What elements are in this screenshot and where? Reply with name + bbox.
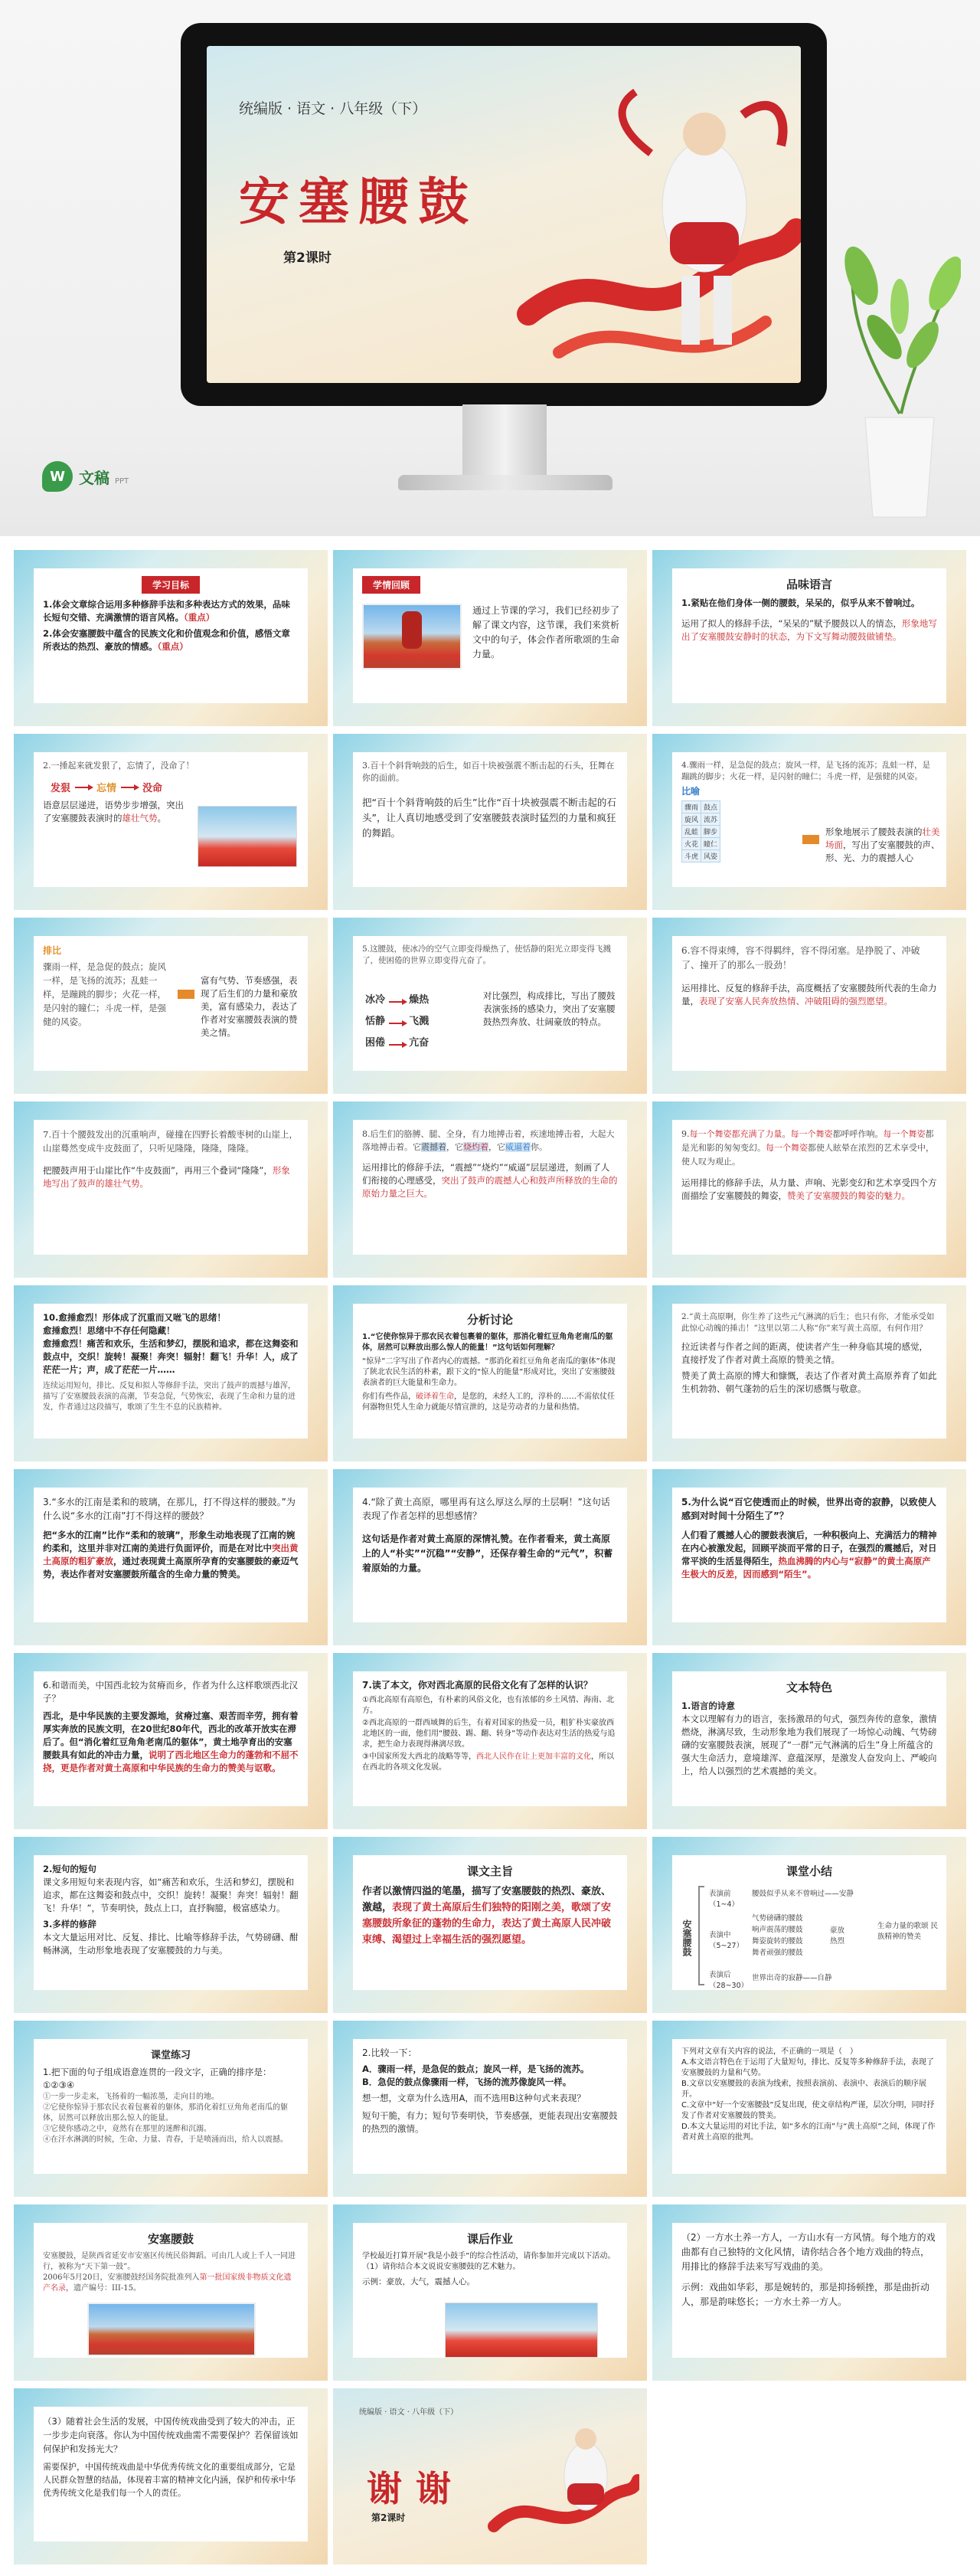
slide-language: 品味语言 1.紧贴在他们身体一侧的腰鼓，呆呆的，似乎从来不曾响过。 运用了拟人的修辞手法，“呆呆的”赋予腰鼓以人的情态，形象地写出了安塞腰鼓安静时的状态，为下文写舞动腰鼓做铺垫。: [652, 550, 966, 726]
slide-q2: 2.一捶起来就发狠了，忘情了，没命了！ 发狠 忘情 没命 语意层层递进，语势步步增强，突出了安塞腰鼓表演时的雄壮气势。: [14, 734, 328, 910]
slide-q5: 5.这腰鼓，使冰冷的空气立即变得燥热了，使恬静的阳光立即变得飞溅了，使困倦的世界立即变得亢奋了。 冰冷 燥热 恬静 飞溅 困倦 亢奋 对比强烈，构成排比，写出了腰鼓表演张扬的感染力，突出了安塞腰鼓热烈奔放、壮阔豪放的特点。: [333, 918, 647, 1094]
drummer-illustration-icon: [513, 61, 801, 383]
slide-compare: 2.比较一下： A．骤雨一样，是急促的鼓点；旋风一样，是飞扬的流苏。 B．急促的鼓点像骤雨一样，飞扬的流苏像旋风一样。 想一想，文章为什么选用A，而不选用B这种句式来表现？ 短句干脆，有力；短句节奏明快，节奏感强，更能表现出安塞腰鼓的热烈的激情。: [333, 2021, 647, 2197]
slide-learning-goals: 学习目标 1.体会文章综合运用多种修辞手法和多种表达方式的效果，品味长短句交错、充满激情的语言风格。（重点） 2.体会安塞腰鼓中蕴含的民族文化和价值观念和价值，感悟文章所表达的热烈、豪放的情感。（重点）: [14, 550, 328, 726]
metaphor-table: 骤雨 鼓点 旋风 流苏 乱蛙 脚步 火花 瞳仁 斗虎 风姿: [681, 800, 720, 862]
monitor-stand: [462, 404, 547, 477]
logo-mark-icon: W: [42, 461, 73, 492]
thanks-subtitle: 统编版 · 语文 · 八年级（下）: [359, 2408, 459, 2417]
slide-tag: 学情回顾: [362, 576, 420, 594]
slide-q13: 4.“除了黄土高原，哪里再有这么厚这么厚的土层啊！”这句话表现了作者怎样的思想感情？ 这句话是作者对黄土高原的深情礼赞。在作者看来，黄土高原上的人“朴实”“沉稳”“安静”，还保存着生命的“元气”，积蓄着原始的力量。: [333, 1469, 647, 1645]
slide-thanks: [333, 2388, 647, 2565]
slide-summary: 课堂小结 安塞腰鼓 表演前（1~4） 腰鼓似乎从来不曾响过——安静 表演中（5~27） 气势磅礴的腰鼓 响声震荡的腰鼓 舞姿旋转的腰鼓 舞者顽强的腰鼓 豪放 热烈 表演后（28~30） 世界出奇的寂静——自静 生命力量的歌颂 民族精神的赞美: [652, 1837, 966, 2013]
slide-theme: 课文主旨 作者以激情四溢的笔墨，描写了安塞腰鼓的热烈、豪放、激越，表现了黄土高原后生们独特的阳刚之美，歌颂了安塞腰鼓所象征的蓬勃的生命力，表达了黄土高原人民冲破束缚、渴望过上幸福生活的强烈愿望。: [333, 1837, 647, 2013]
drummer-illustration-icon: [486, 2404, 639, 2557]
slide-q9: 9.每一个舞姿都充满了力量。每一个舞姿都呼呼作响。每一个舞姿都是光和影的匆匆变幻。每一个舞姿都使人眩晕在浓烈的艺术享受中，使人叹为观止。 运用排比的修辞手法，从力量、声响、光影变幻和艺术享受四个方面描绘了安塞腰鼓的舞姿，赞美了安塞腰鼓的舞姿的魅力。: [652, 1101, 966, 1278]
slide-homework: 课后作业 学校最近打算开展“我是小鼓手”的综合性活动，请你参加并完成以下活动。 （1）请你结合本文说说安塞腰鼓的艺术魅力。 示例：豪放，大气，震撼人心。: [333, 2204, 647, 2381]
slide-homework-2: （2）一方水土养一方人，一方山水有一方风情。每个地方的戏曲都有自己独特的文化风情，请你结合各个地方戏曲的特点，用排比的修辞手法来写写戏曲的美。 示例：戏曲如华彩，那是婉转的，那是抑扬顿挫，那是曲折动人，那是韵味悠长；一方水土养一方人。: [652, 2204, 966, 2381]
cover-slide: [207, 46, 801, 383]
slide-features: 文本特色 1.语言的诗意 本文以理解有力的语言，张扬激昂的句式，强烈奔传的意象，激情燃烧，淋漓尽致，生动形象地为我们展现了一场惊心动魄、气势磅礴的安塞腰鼓表演，展现了“一群”元气淋漓的后生”身上所蕴含的强大生命活力，意境雄浑、意蕴深厚，是激发人奋发向上、严峻向上，给人以强烈的艺术震撼的美文。: [652, 1653, 966, 1829]
slide-q10: 10.愈捶愈烈！形体成了沉重而又咝飞的思绪！ 愈捶愈烈！思绪中不存任何隐藏！ 愈捶愈烈！痛苦和欢乐，生活和梦幻，摆脱和追求，都在这舞姿和鼓点中，交织！旋转！凝聚！奔突！辐射！翻飞！升华！人，成了茫茫一片；声，成了茫茫一片…… 连续运用短句，排比、反复和拟人等修辞手法，突出了鼓声的震撼与雄浑，描写了安塞腰鼓表演的高潮，节奏急促，气势恢宏，表现了生命和力量的迸发，作者通过这段描写，歌颂了生生不息的民族精神。: [14, 1285, 328, 1461]
slide-parallelism: 排比 骤雨一样，是急促的鼓点；旋风一样，是飞扬的流苏；乱蛙一样，是蹦跳的脚步；火花一样，是闪射的瞳仁；斗虎一样，是强健的风姿。 富有气势、节奏感强，表现了后生们的力量和豪放美，富有感染力，表达了作者对安塞腰鼓表演的赞美之情。: [14, 918, 328, 1094]
slide-q11: 2.“黄土高原啊，你生养了这些元气淋漓的后生；也只有你，才能承受如此惊心动魄的捶击！”这里以第二人称“你”来写黄土高原，有何作用？ 拉近读者与作者之间的距离，使读者产生一种身临其境的感觉， 直接抒发了作者对黄土高原的赞美之情。 赞美了黄土高原的博大和慷慨，表达了作者对黄土高原养育了如此生机勃勃、朝气蓬勃的后生的深切感慨与敬意。: [652, 1285, 966, 1461]
slide-q12: 3.“多水的江南是柔和的玻璃，在那儿，打不得这样的腰鼓。”为什么说“多水的江南”打不得这样的腰鼓？ 把“多水的江南”比作“柔和的玻璃”，形象生动地表现了江南的婉约柔和，这里并非对江南的美进行负面评价，而是在对比中突出黄土高原的粗犷豪放，通过表现黄土高原所孕育的安塞腰鼓的豪迈气势，表达作者对安塞腰鼓所蕴含的生命力量的赞美。: [14, 1469, 328, 1645]
slide-tag: 学习目标: [142, 576, 200, 594]
slide-homework-3: （3）随着社会生活的发展，中国传统戏曲受到了较大的冲击，正一步步走向衰落。你认为中国传统戏曲需不需要保护？若保留该如何保护和发扬光大？ 需要保护，中国传统戏曲是中华优秀传统文化的重要组成部分，它是人民群众智慧的结晶，体现着丰富的精神文化内涵，保护和传承中华优秀传统文化是我们每一个人的责任。: [14, 2388, 328, 2565]
slide-q4: 4.骤雨一样，是急促的鼓点；旋风一样，是飞扬的流苏；乱蛙一样，是蹦跳的脚步；火花一样，是闪射的瞳仁；斗虎一样，是强健的风姿。 比喻 骤雨 鼓点 旋风 流苏 乱蛙 脚步 火花 瞳仁 斗虎 风姿 形象地展示了腰鼓表演的壮美场面，写出了安塞腰鼓的声、形、光、力的震撼人心: [652, 734, 966, 910]
dancers-photo: [198, 806, 297, 867]
slide-q8: 8.后生们的胳膊、腿、全身，有力地搏击着，疾速地搏击着，大起大落地搏击着。它震撼着，它烧灼着，它威逼着你。 运用排比的修辞手法，“震撼”“烧灼”“威逼”层层递进，刻画了人们衔接的心理感受，突出了鼓声的震撼人心和鼓声所释放的生命的原始力量之巨大。: [333, 1101, 647, 1278]
slide-choice: 下列对文章有关内容的说法，不正确的一项是（ ） A.本文语言特色在于运用了大量短句，排比、反复等多种修辞手法，表现了安塞腰鼓的力量和气势。 B.文章以安塞腰鼓的表演为线索，按照表演前、表演中、表演后的顺序展开。 C.文章中“好一个安塞腰鼓”反复出现，使文章结构严谨，层次分明，同时抒发了作者对安塞腰鼓的赞美。 D.本文大量运用的对比手法，如“多水的江南”与“黄土高原”之间，体现了作者对黄土高原的批判。: [652, 2021, 966, 2197]
drum-team-photo: [445, 2303, 598, 2358]
logo-text: 文稿 PPT: [79, 468, 129, 487]
slide-exercise: 课堂练习 1.把下面的句子组成语意连贯的一段文字，正确的排序是： ①②③④ ①一步一步走来，飞扬着的一幅浓墨，走向目的地。 ②它使你惊异于那农民衣着包裹着的躯体，那消化着红豆角角老南瓜的躯体，居然可以释放出那么惊人的能量。 ③它使你感动之中，竟然有在那里的迷醉和沉溺。 ④在汗水淋漓的时候，生命、力量、青春，于是喷涌而出，给人以震撼。: [14, 2021, 328, 2197]
thanks-lesson: 第2课时: [371, 2512, 406, 2523]
monitor-base: [398, 475, 612, 490]
performance-photo: [87, 2303, 256, 2356]
drum-photo: [362, 604, 462, 669]
monitor: [181, 23, 827, 406]
cover-subtitle: 统编版 · 语文 · 八年级（下）: [239, 100, 427, 117]
slide-q3: 3.百十个斜背响鼓的后生，如百十块被强震不断击起的石头，狂舞在你的面前。 把“百十个斜背响鼓的后生”比作“百十块被强震不断击起的石头”，让人真切地感受到了安塞腰鼓表演时猛烈的力量和疯狂的舞蹈。: [333, 734, 647, 910]
slide-q15: 6.和谐而美，中国西北较为贫瘠而乡，作者为什么这样歌颂西北汉子？ 西北，是中华民族的主要发源地，贫瘠过塞、艰苦而辛劳，拥有着厚实奔放的民族文明，在20世纪80年代，西北的改革开放实在滞后了。但“消化着红豆角角老南瓜的躯体”，黄土地孕育出的安塞腰鼓具有如此的冲击力量，说明了西北地区生命力的蓬勃和不屈不挠，更是作者对黄土高原和中华民族的生命力的赞美与讴歌。: [14, 1653, 328, 1829]
cover-lesson: 第2课时: [283, 250, 332, 266]
potted-plant-icon: [838, 222, 961, 521]
arrow-icon: [802, 835, 819, 844]
cover-title: 安塞腰鼓: [239, 172, 478, 231]
slide-q7: 7.百十个腰鼓发出的沉重响声，碰撞在四野长着酸枣树的山崖上，山崖蓦然变成牛皮鼓面了，只听见隆隆，隆隆，隆隆。 把腰鼓声用于山崖比作“牛皮鼓面”，再用三个叠词“隆隆”，形象地写出了鼓声的雄壮气势。: [14, 1101, 328, 1278]
slide-review: 学情回顾 通过上节课的学习，我们已经初步了解了课文内容，这节课，我们来赏析文中的句子，体会作者所歌颂的生命力量。: [333, 550, 647, 726]
slide-q14: 5.为什么说“百它使透而止的时候，世界出奇的寂静，以致使人感到对时间十分陌生了”？ 人们看了震撼人心的腰鼓表演后，一种积极向上、充满活力的精神在内心被激发起，回顾平淡而平常的日子，在强烈的震撼后，对日常平淡的生活显得陌生，热血沸腾的内心与“寂静”的黄土高原产生极大的反差，因而感到“陌生”。: [652, 1469, 966, 1645]
arrow-icon: [178, 990, 194, 999]
slide-features-2: 2.短句的短句 课文多用短句来表现内容，如“痛苦和欢乐，生活和梦幻，摆脱和追求，都在这舞姿和鼓点中，交织！旋转！凝聚！奔突！辐射！翻飞！升华！”，节奏明快，鼓点上口，直抒胸臆，极富感染力。 3.多样的修辞 本文大量运用对比、反复、排比、比喻等修辞手法，气势磅礴、酣畅淋漓，生动形象地表现了安塞腰鼓的力与美。: [14, 1837, 328, 2013]
hero-area: [0, 0, 980, 536]
slide-discussion: 分析讨论 1.“它使你惊异于那农民衣着包裹着的躯体，那消化着红豆角角老南瓜的躯体，居然可以释放出那么惊人的能量！”这句话如何理解？ “惊异”二字写出了作者内心的震撼。“那消化着红豆角角老南瓜的躯体”体现了陕北农民生活的朴素，跟下文的“惊人的能量”形成对比，突出了安塞腰鼓表演者的巨大能量和生命力。 你们有些作品，破译着生命，是您的，未经人工的，淳朴的……不需依仗任何器物但凭人生命力就能尽情宣泄的，这是劳动者的力量和热情。: [333, 1285, 647, 1461]
thanks-title: 谢谢: [367, 2468, 465, 2509]
brand-logo: [42, 460, 149, 493]
slide-q16: 7.读了本文，你对西北高原的民俗文化有了怎样的认识？ ①西北高原有高原色，有朴素的风俗文化，也有浓郁的乡土风情、海南、北方。 ②西北高原的一群西域舞的后生，有着对国家的热爱一员，粗犷朴实豪放西北地区的一面，他们用“腰鼓、踢、翻、转身”等动作表达对生活的热爱与追求，把生命力表现得淋漓尽致。 ③中国家所发大西北的战略等等，西北人民作在让上更加丰富的文化，所以在西北的各项文化发展。: [333, 1653, 647, 1829]
slide-about: 安塞腰鼓 安塞腰鼓，是陕西省延安市安塞区传统民俗舞蹈。可由几人或上千人一同进行，被称为“天下第一鼓”。 2006年5月20日，安塞腰鼓经国务院批准列入第一批国家级非物质文化遗产名录，遗产编号：III-15。: [14, 2204, 328, 2381]
slide-q6: 6.容不得束缚，容不得羁绊，容不得闭塞。是挣脱了、冲破了、撞开了的那么一股劲！ 运用排比、反复的修辞手法，高度概括了安塞腰鼓所代表的生命力量，表现了安塞人民奔放热情、冲破阻碍的强烈愿望。: [652, 918, 966, 1094]
